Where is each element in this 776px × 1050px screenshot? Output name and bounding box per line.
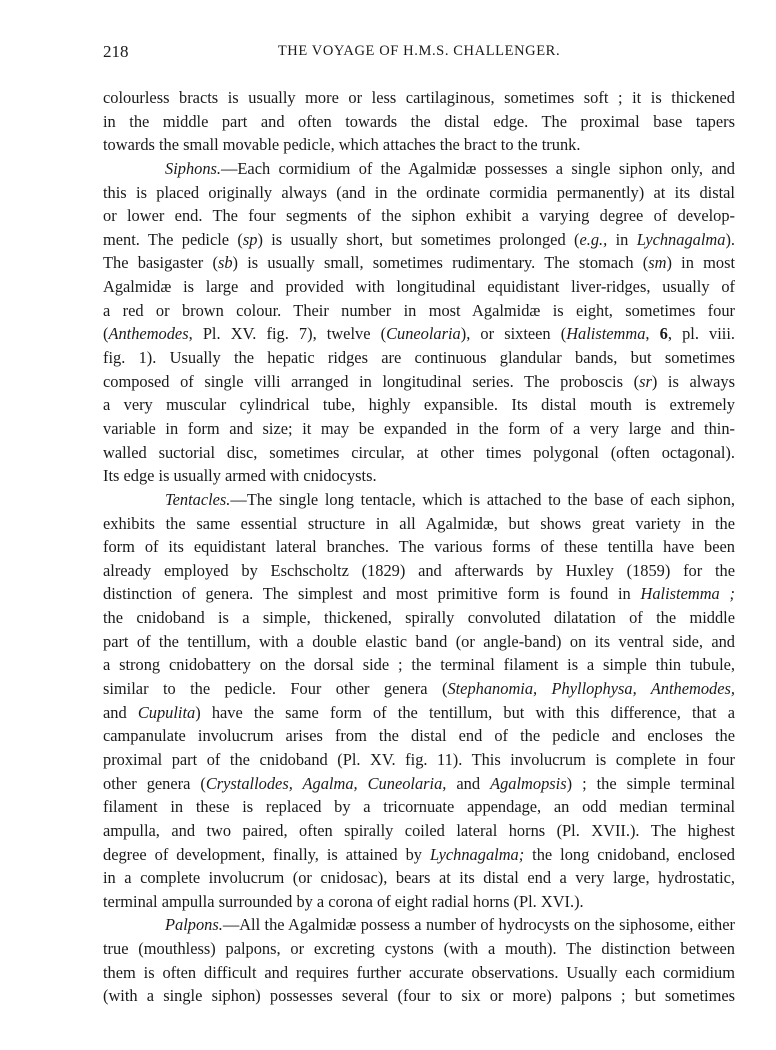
- italic-text: Crystallodes, Agalma, Cuneolaria,: [205, 773, 447, 793]
- text-segment: ).: [725, 229, 735, 249]
- text-segment: similar to the pedicle. Four other genera (: [103, 679, 448, 699]
- text-segment: and: [446, 773, 491, 793]
- text-line: [103, 488, 735, 512]
- text-line: [103, 606, 735, 630]
- text-line: [103, 937, 735, 961]
- text-line: [103, 512, 735, 536]
- text-segment: other genera (: [103, 773, 206, 793]
- text-segment: filament in these is replaced by a tricornuate appendage, an odd median terminal: [103, 797, 735, 817]
- text-segment: ) is always: [651, 371, 735, 391]
- text-line: [103, 866, 735, 890]
- text-line: [103, 181, 735, 205]
- text-segment: walled suctorial disc, sometimes circular, at other times polygonal (often octagonal).: [103, 442, 735, 462]
- text-line: [103, 370, 735, 394]
- text-segment: composed of single villi arranged in longitudinal series. The proboscis (: [103, 371, 640, 391]
- text-segment: (: [103, 324, 109, 344]
- text-line: [103, 772, 735, 796]
- text-line: [103, 133, 735, 157]
- text-line: [103, 795, 735, 819]
- text-segment: fig. 1). Usually the hepatic ridges are continuous glandular bands, but sometimes: [103, 348, 735, 368]
- text-segment: distinction of genera. The simplest and most primitive form is found in: [103, 584, 641, 604]
- text-segment: terminal ampulla surrounded by a corona of eight radial horns (Pl. XVI.).: [103, 891, 584, 911]
- text-segment: and: [103, 702, 138, 722]
- text-line: [103, 582, 735, 606]
- text-line: [103, 984, 735, 1008]
- text-segment: towards the small movable pedicle, which attaches the bract to the trunk.: [103, 135, 581, 155]
- text-segment: Its edge is usually armed with cnidocysts.: [103, 466, 377, 486]
- running-title: THE VOYAGE OF H.M.S. CHALLENGER.: [277, 43, 561, 59]
- text-segment: Agalmidæ is large and provided with longitudinal equidistant liver-ridges, usually of: [103, 277, 735, 297]
- text-segment: variable in form and size; it may be expanded in the form of a very large and thin-: [103, 418, 735, 438]
- text-segment: degree of development, finally, is attained by: [103, 844, 430, 864]
- text-segment: —The single long tentacle, which is attached to the base of each siphon,: [230, 489, 735, 509]
- text-line: [103, 630, 735, 654]
- text-line: [103, 559, 735, 583]
- italic-text: Agalmopsis: [490, 773, 567, 793]
- text-segment: ) ; the simple terminal: [566, 773, 735, 793]
- text-line: [103, 441, 735, 465]
- text-line: [103, 913, 735, 937]
- italic-text: Lychnagalma;: [429, 844, 525, 864]
- text-line: [103, 346, 735, 370]
- text-segment: ) in most: [666, 253, 735, 273]
- text-line: [103, 677, 735, 701]
- italic-text: sr: [639, 371, 652, 391]
- text-line: [103, 464, 735, 488]
- italic-text: Tentacles.: [165, 489, 231, 509]
- text-segment: ampulla, and two paired, often spirally coiled lateral horns (Pl. XVII.). The highest: [103, 820, 735, 840]
- text-segment: the cnidoband is a simple, thickened, spirally convoluted dilatation of the middle: [103, 608, 735, 628]
- text-segment: ,: [645, 324, 660, 344]
- text-segment: ) have the same form of the tentillum, but with this difference, that a: [195, 702, 735, 722]
- text-segment: form of its equidistant lateral branches. The various forms of these tentilla have been: [103, 537, 735, 557]
- text-line: [103, 110, 735, 134]
- text-segment: this is placed originally always (and in the ordinate cormidia permanently) at its distal: [103, 182, 735, 202]
- text-segment: a strong cnidobattery on the dorsal side ; the terminal filament is a simple thin tubule,: [103, 655, 735, 675]
- italic-text: Siphons.: [165, 158, 222, 178]
- text-segment: a very muscular cylindrical tube, highly expansible. Its distal mouth is extremely: [103, 395, 735, 415]
- italic-text: sp: [242, 229, 258, 249]
- text-line: [103, 890, 735, 914]
- text-segment: ) is usually small, sometimes rudimentary. The stomach (: [232, 253, 649, 273]
- text-segment: or lower end. The four segments of the siphon exhibit a varying degree of develop-: [103, 206, 735, 226]
- italic-text: Palpons.: [165, 915, 223, 935]
- text-line: [103, 157, 735, 181]
- italic-text: sm: [648, 253, 667, 273]
- text-line: [103, 299, 735, 323]
- text-line: [103, 275, 735, 299]
- text-line: [103, 843, 735, 867]
- italic-text: Cuneolaria: [386, 324, 461, 344]
- text-segment: —All the Agalmidæ possess a number of hydrocysts on the siphosome, either: [222, 915, 735, 935]
- text-line: [103, 961, 735, 985]
- text-segment: , pl. viii.: [667, 324, 735, 344]
- text-line: [103, 86, 735, 110]
- text-segment: The basigaster (: [103, 253, 218, 273]
- text-line: [103, 819, 735, 843]
- text-line: [103, 228, 735, 252]
- text-segment: in: [607, 229, 637, 249]
- body-text: [103, 86, 735, 1008]
- text-segment: campanulate involucrum arises from the distal end of the pedicle and encloses the: [103, 726, 735, 746]
- text-segment: in a complete involucrum (or cnidosac), bears at its distal end a very large, hydrostatic,: [103, 868, 735, 888]
- italic-text: sb: [217, 253, 233, 273]
- text-segment: exhibits the same essential structure in all Agalmidæ, but shows great variety in the: [103, 513, 735, 533]
- text-segment: , Pl. XV. fig. 7), twelve (: [188, 324, 387, 344]
- text-line: [103, 535, 735, 559]
- text-line: [103, 748, 735, 772]
- text-segment: true (mouthless) palpons, or excreting cystons (with a mouth). The distinction between: [103, 939, 735, 959]
- page-number: 218: [103, 42, 129, 61]
- text-segment: proximal part of the cnidoband (Pl. XV. fig. 11). This involucrum is complete in four: [103, 749, 735, 769]
- text-line: [103, 204, 735, 228]
- italic-text: e.g.,: [579, 229, 608, 249]
- italic-text: Cupulita: [137, 702, 196, 722]
- text-segment: the long cnidoband, enclosed: [524, 844, 735, 864]
- italic-text: Halistemma ;: [640, 584, 735, 604]
- text-line: [103, 393, 735, 417]
- text-segment: already employed by Eschscholtz (1829) and afterwards by Huxley (1859) for the: [103, 560, 735, 580]
- text-segment: in the middle part and often towards the distal edge. The proximal base tapers: [103, 111, 735, 131]
- text-segment: colourless bracts is usually more or less cartilaginous, sometimes soft ; it is thickened: [103, 88, 735, 107]
- text-segment: a red or brown colour. Their number in most Agalmidæ is eight, sometimes four: [103, 300, 735, 320]
- italic-text: Stephanomia, Phyllophysa, Anthemodes,: [447, 679, 735, 699]
- text-line: [103, 701, 735, 725]
- page-header: [103, 42, 735, 66]
- text-segment: 6: [659, 324, 668, 344]
- text-segment: ), or sixteen (: [460, 324, 567, 344]
- text-line: [103, 417, 735, 441]
- text-segment: (with a single siphon) possesses several (four to six or more) palpons ; but sometimes: [103, 986, 735, 1006]
- italic-text: Anthemodes: [108, 324, 189, 344]
- italic-text: Lychnagalma: [636, 229, 726, 249]
- text-segment: them is often difficult and requires further accurate observations. Usually each cormidium: [103, 962, 735, 982]
- text-line: [103, 724, 735, 748]
- text-segment: part of the tentillum, with a double elastic band (or angle-band) on its ventral side, and: [103, 631, 735, 651]
- text-line: [103, 322, 735, 346]
- text-segment: ) is usually short, but sometimes prolonged (: [257, 229, 580, 249]
- italic-text: Halistemma: [566, 324, 646, 344]
- text-line: [103, 653, 735, 677]
- text-segment: —Each cormidium of the Agalmidæ possesses a single siphon only, and: [221, 158, 735, 178]
- text-segment: ment. The pedicle (: [103, 229, 243, 249]
- text-line: [103, 251, 735, 275]
